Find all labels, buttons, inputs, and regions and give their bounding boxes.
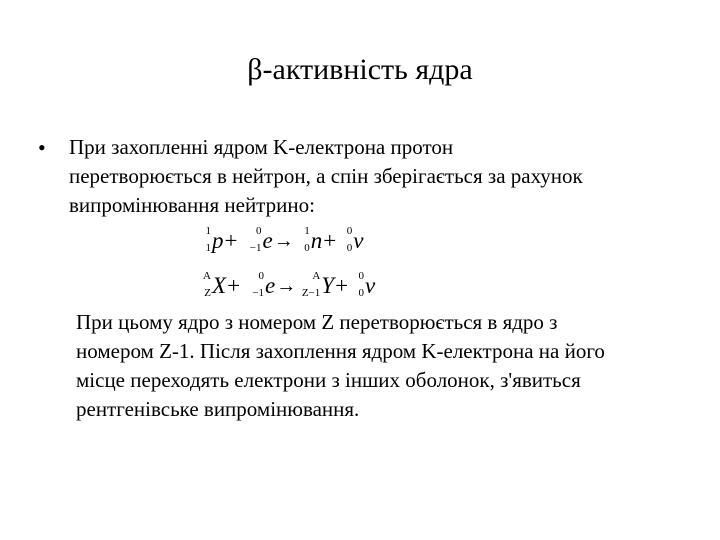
eq-sub: −1 xyxy=(249,242,262,254)
eq-symbol: ν xyxy=(365,273,376,298)
paragraph-line: місце переходять електрони з інших оболонок, з'явиться xyxy=(76,368,581,392)
eq-symbol: X xyxy=(212,273,227,298)
eq-sup: A xyxy=(203,270,211,282)
eq-sup: 0 xyxy=(358,270,365,282)
eq-symbol: Y xyxy=(321,273,335,298)
eq-plus: + xyxy=(224,228,238,253)
eq-plus: + xyxy=(227,273,241,298)
paragraph-line: рентгенівське випромінювання. xyxy=(76,397,360,421)
eq-sub: 0 xyxy=(358,287,365,299)
eq-term-n xyxy=(295,224,323,258)
bullet-line: При захопленні ядром K-електрона протон xyxy=(69,135,454,159)
bullet-item xyxy=(38,133,698,220)
eq-symbol: p xyxy=(212,228,224,253)
eq-sub: 0 xyxy=(346,242,353,254)
eq-sub: 0 xyxy=(304,242,310,254)
paragraph-line: При цьому ядро з номером Z перетворюється в ядро з xyxy=(76,310,558,334)
eq-term-nu xyxy=(349,269,375,303)
eq-sup: 1 xyxy=(205,225,211,237)
eq-sub: −1 xyxy=(252,287,265,299)
eq-sup: 0 xyxy=(255,225,262,237)
bullet-line: випромінювання нейтрино: xyxy=(69,193,315,217)
equation-general-capture xyxy=(196,269,375,303)
eq-plus: + xyxy=(335,273,349,298)
eq-arrow: → xyxy=(276,275,297,297)
eq-plus: + xyxy=(323,228,337,253)
bullet-text xyxy=(69,133,698,220)
eq-term-y xyxy=(297,269,334,303)
eq-term-e xyxy=(241,269,275,303)
eq-sup: 0 xyxy=(346,225,353,237)
eq-sup: 0 xyxy=(258,270,265,282)
eq-arrow: → xyxy=(273,230,294,252)
eq-symbol: e xyxy=(262,228,273,253)
eq-symbol: ν xyxy=(353,228,364,253)
explanation-paragraph xyxy=(76,308,706,424)
bullet-marker: • xyxy=(38,135,46,160)
equation-proton-capture xyxy=(196,224,363,258)
eq-sub: 1 xyxy=(205,242,211,254)
eq-term-p xyxy=(196,224,224,258)
eq-sub: Z−1 xyxy=(301,287,321,299)
eq-term-x xyxy=(196,269,226,303)
eq-term-e xyxy=(238,224,272,258)
eq-sub: Z xyxy=(204,287,211,299)
eq-term-nu xyxy=(337,224,363,258)
eq-sup: 1 xyxy=(304,225,310,237)
eq-symbol: n xyxy=(310,228,323,253)
eq-sup: A xyxy=(312,270,321,282)
slide-title: β-активність ядра xyxy=(247,53,473,86)
paragraph-line: номером Z-1. Після захоплення ядром K-електрона на його xyxy=(76,339,605,363)
bullet-line: перетворюється в нейтрон, а спін зберігається за рахунок xyxy=(69,164,583,188)
eq-symbol: e xyxy=(265,273,276,298)
